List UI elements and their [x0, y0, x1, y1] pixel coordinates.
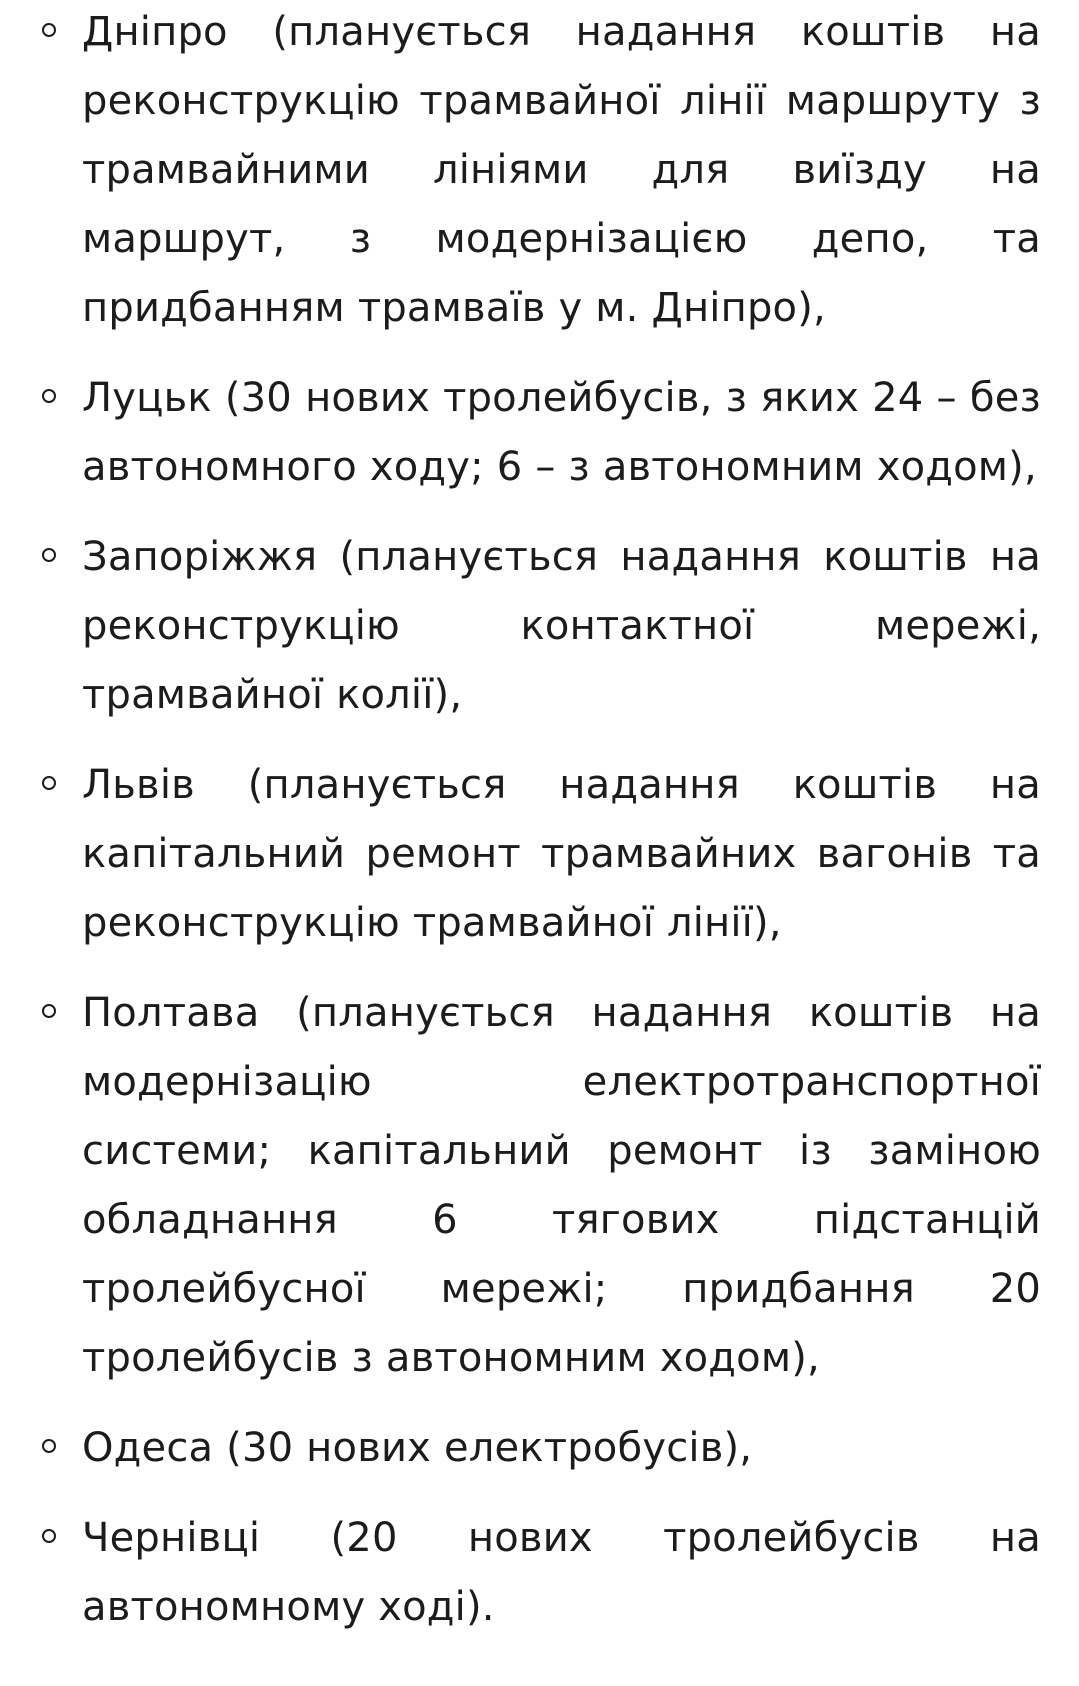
hollow-circle-bullet-icon [42, 23, 56, 37]
list-item-poltava [82, 979, 1041, 1393]
list-item-odesa [82, 1414, 1041, 1483]
list-item-dnipro [82, 0, 1041, 343]
list-item-text: Одеса (30 нових електробусів), [82, 1425, 753, 1471]
hollow-circle-bullet-icon [42, 1004, 56, 1018]
list-item-text: Запоріжжя (планується надання коштів на реконструкцію контактної мережі, трамвайної колії), [82, 534, 1041, 718]
hollow-circle-bullet-icon [42, 1439, 56, 1453]
list-item-text: Львів (планується надання коштів на капітальний ремонт трамвайних вагонів та реконструкцію трамвайної лінії), [82, 762, 1041, 946]
list-item-lviv [82, 751, 1041, 958]
list-item-zaporizhzhia [82, 523, 1041, 730]
hollow-circle-bullet-icon [42, 776, 56, 790]
list-item-text: Полтава (планується надання коштів на модернізацію електротранспортної системи; капітальний ремонт із заміною обладнання 6 тягових підстанцій тролейбусної мережі; придбання 20 тролейбусів з автономним ходом), [82, 990, 1041, 1381]
list-item-lutsk [82, 364, 1041, 502]
list-item-chernivtsi [82, 1504, 1041, 1642]
hollow-circle-bullet-icon [42, 1529, 56, 1543]
list-item-text: Дніпро (планується надання коштів на реконструкцію трамвайної лінії маршруту з трамвайними лініями для виїзду на маршрут, з модернізацією депо, та придбанням трамваїв у м. Дніпро), [82, 9, 1041, 331]
hollow-circle-bullet-icon [42, 389, 56, 403]
hollow-circle-bullet-icon [42, 548, 56, 562]
list-item-text: Луцьк (30 нових тролейбусів, з яких 24 – без автономного ходу; 6 – з автономним ходом), [82, 375, 1041, 490]
list-item-text: Чернівці (20 нових тролейбусів на автономному ході). [82, 1515, 1041, 1630]
